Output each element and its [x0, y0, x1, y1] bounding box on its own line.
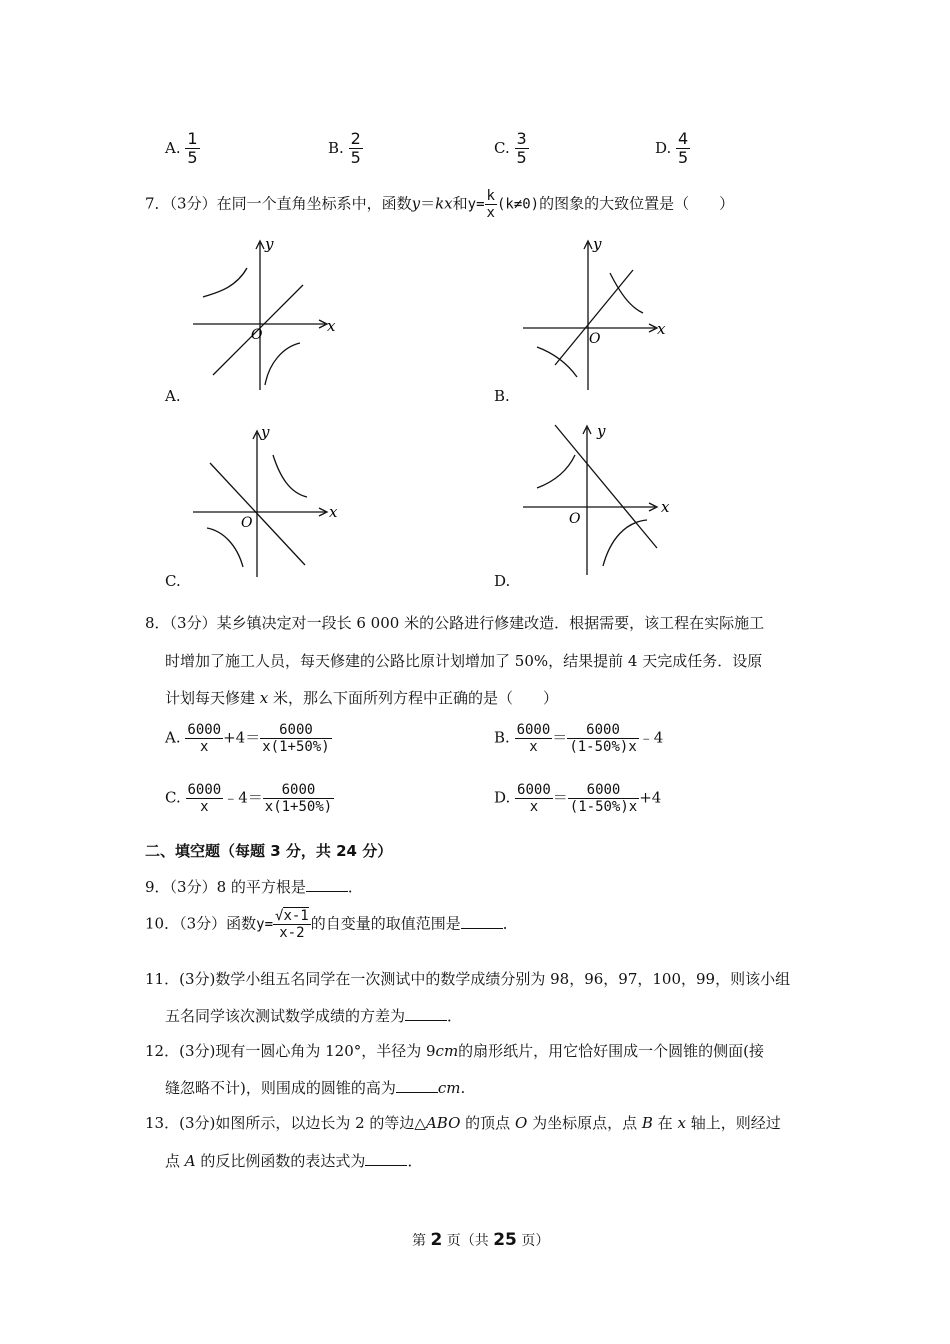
fraction: $\frac{3}{5}$	[516, 129, 527, 168]
fraction: $\frac{1}{5}$	[187, 129, 198, 168]
fraction: $\frac{2}{5}$	[350, 129, 361, 168]
fraction: $\frac{k}{x}$	[486, 188, 495, 222]
fraction: $\frac{6000}{x(1+50\%)}$	[264, 782, 333, 816]
fraction: $\frac{√x-1}{x-2}$	[275, 908, 309, 942]
fraction: $\frac{6000}{x}$	[516, 722, 551, 756]
fraction: $\frac{4}{5}$	[678, 129, 689, 168]
fraction: $\frac{6000}{x}$	[187, 722, 222, 756]
fraction: $\frac{6000}{x(1+50\%)}$	[262, 722, 330, 756]
graph-b-label: B.	[494, 387, 510, 405]
graph-d-label: D.	[494, 572, 511, 590]
graph-b	[515, 235, 675, 395]
q8-line-3: 计划每天修建 x 米，那么下面所列方程中正确的是（ ）	[165, 689, 559, 707]
svg-text:x: x	[327, 317, 336, 335]
svg-text:O: O	[251, 327, 263, 343]
answer-blank	[396, 1080, 438, 1093]
svg-text:x: x	[329, 503, 338, 521]
page-total: 25	[493, 1230, 517, 1250]
graph-c	[185, 425, 345, 585]
q6-option-c	[494, 130, 529, 168]
svg-text:y: y	[593, 235, 602, 253]
svg-text:y: y	[597, 422, 606, 440]
svg-text:O: O	[241, 515, 253, 531]
svg-text:y: y	[265, 235, 274, 253]
q9: 9．（3分）8 的平方根是 ．	[145, 878, 363, 896]
q7-stem: 7．（3分）在同一个直角坐标系中，函数y＝kx和y= $\frac{k}{x}$ (k≠0)的图象的大致位置是（ ）	[145, 188, 735, 222]
option-label: C.	[494, 138, 510, 157]
answer-blank	[306, 879, 348, 892]
fraction: $\frac{6000}{(1-50\%)x}$	[569, 722, 637, 756]
sqrt-icon: √	[275, 908, 284, 924]
graph-a-label: A.	[165, 387, 181, 405]
answer-blank	[405, 1008, 447, 1021]
q11-line-2: 五名同学该次测试数学成绩的方差为 ．	[165, 1007, 463, 1025]
svg-text:y: y	[261, 425, 270, 441]
q6-option-a	[165, 130, 200, 168]
q13-line-2: 点 A 的反比例函数的表达式为 ．	[165, 1152, 423, 1170]
fraction: $\frac{6000}{x}$	[517, 782, 551, 816]
graph-c-label: C.	[165, 572, 181, 590]
section-title: 二、填空题（每题 3 分，共 24 分）	[145, 842, 393, 860]
graph-a	[185, 235, 345, 395]
page-footer: 第 2 页（共 25 页）	[412, 1230, 550, 1250]
q8-option-a: A. $\frac{6000}{x}$ +4＝ $\frac{6000}{x(1+50\%)}$	[165, 722, 330, 756]
q13-line-1: 13．(3分)如图所示，以边长为 2 的等边△ABO 的顶点 O 为坐标原点，点 B 在 x 轴上，则经过	[145, 1114, 781, 1132]
q8-option-b: B. $\frac{6000}{x}$ ＝ $\frac{6000}{(1-50\%)x}$ ﹣4	[494, 722, 664, 756]
q10: 10．（3分）函数y= $\frac{√x-1}{x-2}$ 的自变量的取值范围是 ．	[145, 908, 518, 942]
answer-blank	[365, 1153, 407, 1166]
q6-option-b	[328, 130, 363, 168]
q8-option-d: D. $\frac{6000}{x}$ ＝ $\frac{6000}{(1-50\%)x}$ +4	[494, 782, 662, 816]
q8-line-2: 时增加了施工人员，每天修建的公路比原计划增加了 50%，结果提前 4 天完成任务．设原	[165, 652, 763, 670]
svg-text:O: O	[589, 331, 601, 347]
q8-option-c: C. $\frac{6000}{x}$ ﹣4＝ $\frac{6000}{x(1+50\%)}$	[165, 782, 333, 816]
svg-text:x: x	[657, 320, 666, 338]
q11-line-1: 11．(3分)数学小组五名同学在一次测试中的数学成绩分别为 98，96，97，100，99，则该小组	[145, 970, 791, 988]
q6-option-d	[655, 130, 690, 168]
q12-line-2: 缝忽略不计)，则围成的圆锥的高为 cm.	[165, 1079, 466, 1097]
q12-line-1: 12．(3分)现有一圆心角为 120°，半径为 9cm的扇形纸片，用它恰好围成一个圆锥的侧面(接	[145, 1042, 765, 1060]
answer-blank	[461, 916, 503, 929]
svg-text:O: O	[569, 511, 581, 527]
svg-text:x: x	[661, 498, 670, 516]
option-label: B.	[328, 138, 344, 157]
page-number: 2	[430, 1230, 443, 1250]
option-label: A.	[165, 138, 181, 157]
fraction: $\frac{6000}{(1-50\%)x}$	[569, 782, 638, 816]
graph-d	[515, 420, 675, 580]
fraction: $\frac{6000}{x}$	[187, 782, 222, 816]
q8-line-1: 8．（3分）某乡镇决定对一段长 6 000 米的公路进行修建改造．根据需要，该工程在实际施工	[145, 614, 765, 632]
option-label: D.	[655, 138, 672, 157]
